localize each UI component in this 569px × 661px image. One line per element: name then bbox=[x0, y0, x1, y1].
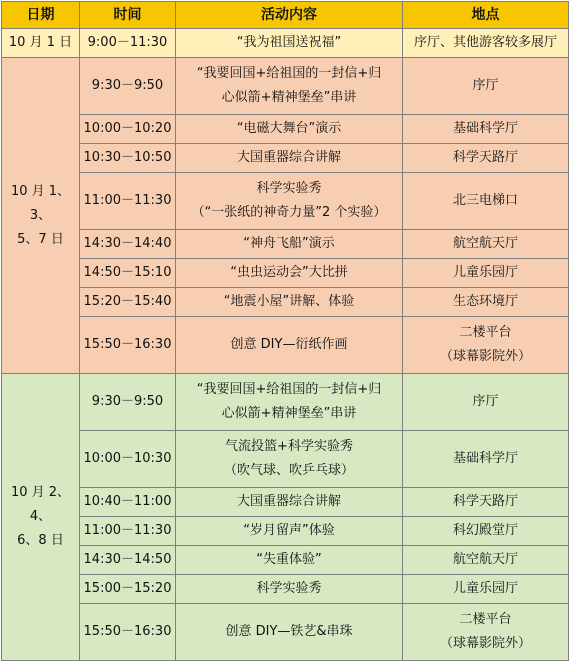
time-cell: 15:50－16:30 bbox=[80, 604, 176, 661]
table-row bbox=[2, 115, 569, 144]
table-row bbox=[2, 58, 569, 115]
activity-line: 气流投篮+科学实验秀 bbox=[225, 439, 353, 454]
activity-cell: 大国重器综合讲解 bbox=[176, 144, 403, 173]
table-row bbox=[2, 575, 569, 604]
time-cell: 9:00－11:30 bbox=[80, 29, 176, 58]
activity-cell: 大国重器综合讲解 bbox=[176, 488, 403, 517]
table-row bbox=[2, 29, 569, 58]
activity-cell bbox=[176, 58, 403, 115]
place-cell: 基础科学厅 bbox=[403, 431, 569, 488]
header-place: 地点 bbox=[403, 2, 569, 29]
header-row bbox=[2, 2, 569, 29]
schedule-table bbox=[1, 1, 569, 661]
place-cell: 科学天路厅 bbox=[403, 488, 569, 517]
header-time: 时间 bbox=[80, 2, 176, 29]
table-row bbox=[2, 317, 569, 374]
table-row bbox=[2, 488, 569, 517]
activity-line: 心似箭+精神堡垒”串讲 bbox=[221, 406, 357, 421]
place-cell: 北三电梯口 bbox=[403, 173, 569, 230]
time-cell: 10:30－10:50 bbox=[80, 144, 176, 173]
activity-cell: “失重体验” bbox=[176, 546, 403, 575]
table-row bbox=[2, 288, 569, 317]
time-cell: 10:00－10:20 bbox=[80, 115, 176, 144]
place-cell: 基础科学厅 bbox=[403, 115, 569, 144]
time-cell: 15:00－15:20 bbox=[80, 575, 176, 604]
activity-cell bbox=[176, 374, 403, 431]
activity-line: “我要回国+给祖国的一封信+归 bbox=[196, 66, 382, 81]
place-cell: 航空航天厅 bbox=[403, 546, 569, 575]
place-line: 二楼平台 bbox=[459, 612, 512, 627]
place-cell: 儿童乐园厅 bbox=[403, 259, 569, 288]
activity-cell: “电磁大舞台”演示 bbox=[176, 115, 403, 144]
table-row bbox=[2, 173, 569, 230]
place-cell: 儿童乐园厅 bbox=[403, 575, 569, 604]
activity-cell: “虫虫运动会”大比拼 bbox=[176, 259, 403, 288]
time-cell: 11:00－11:30 bbox=[80, 517, 176, 546]
time-cell: 10:00－10:30 bbox=[80, 431, 176, 488]
time-cell: 14:30－14:40 bbox=[80, 230, 176, 259]
time-cell: 14:50－15:10 bbox=[80, 259, 176, 288]
place-cell: 科幻殿堂厅 bbox=[403, 517, 569, 546]
table-row bbox=[2, 144, 569, 173]
table-row bbox=[2, 546, 569, 575]
activity-cell: 科学实验秀 bbox=[176, 575, 403, 604]
activity-cell: “岁月留声”体验 bbox=[176, 517, 403, 546]
place-cell: 航空航天厅 bbox=[403, 230, 569, 259]
place-cell: 生态环境厅 bbox=[403, 288, 569, 317]
table-row bbox=[2, 431, 569, 488]
table-row bbox=[2, 259, 569, 288]
place-cell: 科学天路厅 bbox=[403, 144, 569, 173]
header-activity: 活动内容 bbox=[176, 2, 403, 29]
header-date: 日期 bbox=[2, 2, 80, 29]
place-line: （球幕影院外） bbox=[439, 349, 531, 364]
activity-cell: “地震小屋”讲解、体验 bbox=[176, 288, 403, 317]
table-row bbox=[2, 374, 569, 431]
activity-line: 心似箭+精神堡垒”串讲 bbox=[221, 90, 357, 105]
place-cell: 序厅 bbox=[403, 58, 569, 115]
activity-cell: 创意 DIY—衍纸作画 bbox=[176, 317, 403, 374]
activity-line: 科学实验秀 bbox=[256, 181, 322, 196]
time-cell: 9:30－9:50 bbox=[80, 58, 176, 115]
place-cell: 序厅、其他游客较多展厅 bbox=[403, 29, 569, 58]
activity-cell: 创意 DIY—铁艺&串珠 bbox=[176, 604, 403, 661]
place-line: （球幕影院外） bbox=[439, 636, 531, 651]
table-row bbox=[2, 604, 569, 661]
activity-cell: “我为祖国送祝福” bbox=[176, 29, 403, 58]
activity-line: （吹气球、吹乒乓球） bbox=[223, 463, 354, 478]
date-line: 6、8 日 bbox=[17, 533, 64, 548]
time-cell: 14:30－14:50 bbox=[80, 546, 176, 575]
date-line: 5、7 日 bbox=[17, 231, 64, 247]
date-group-cell bbox=[2, 58, 80, 374]
time-cell: 15:50－16:30 bbox=[80, 317, 176, 374]
activity-cell bbox=[176, 173, 403, 230]
place-cell bbox=[403, 317, 569, 374]
activity-cell: “神舟飞船”演示 bbox=[176, 230, 403, 259]
date-group-cell bbox=[2, 374, 80, 661]
activity-line: （“一张纸的神奇力量”2 个实验） bbox=[191, 205, 387, 220]
schedule-body bbox=[2, 29, 569, 661]
time-cell: 15:20－15:40 bbox=[80, 288, 176, 317]
place-cell bbox=[403, 604, 569, 661]
table-row bbox=[2, 230, 569, 259]
place-cell: 序厅 bbox=[403, 374, 569, 431]
time-cell: 11:00－11:30 bbox=[80, 173, 176, 230]
date-line: 10 月 1、3、 bbox=[10, 183, 71, 223]
date-cell: 10 月 1 日 bbox=[2, 29, 80, 58]
activity-cell bbox=[176, 431, 403, 488]
time-cell: 9:30－9:50 bbox=[80, 374, 176, 431]
table-row bbox=[2, 517, 569, 546]
place-line: 二楼平台 bbox=[459, 325, 512, 340]
activity-line: “我要回国+给祖国的一封信+归 bbox=[196, 382, 382, 397]
date-line: 10 月 2、4、 bbox=[10, 485, 71, 524]
time-cell: 10:40－11:00 bbox=[80, 488, 176, 517]
